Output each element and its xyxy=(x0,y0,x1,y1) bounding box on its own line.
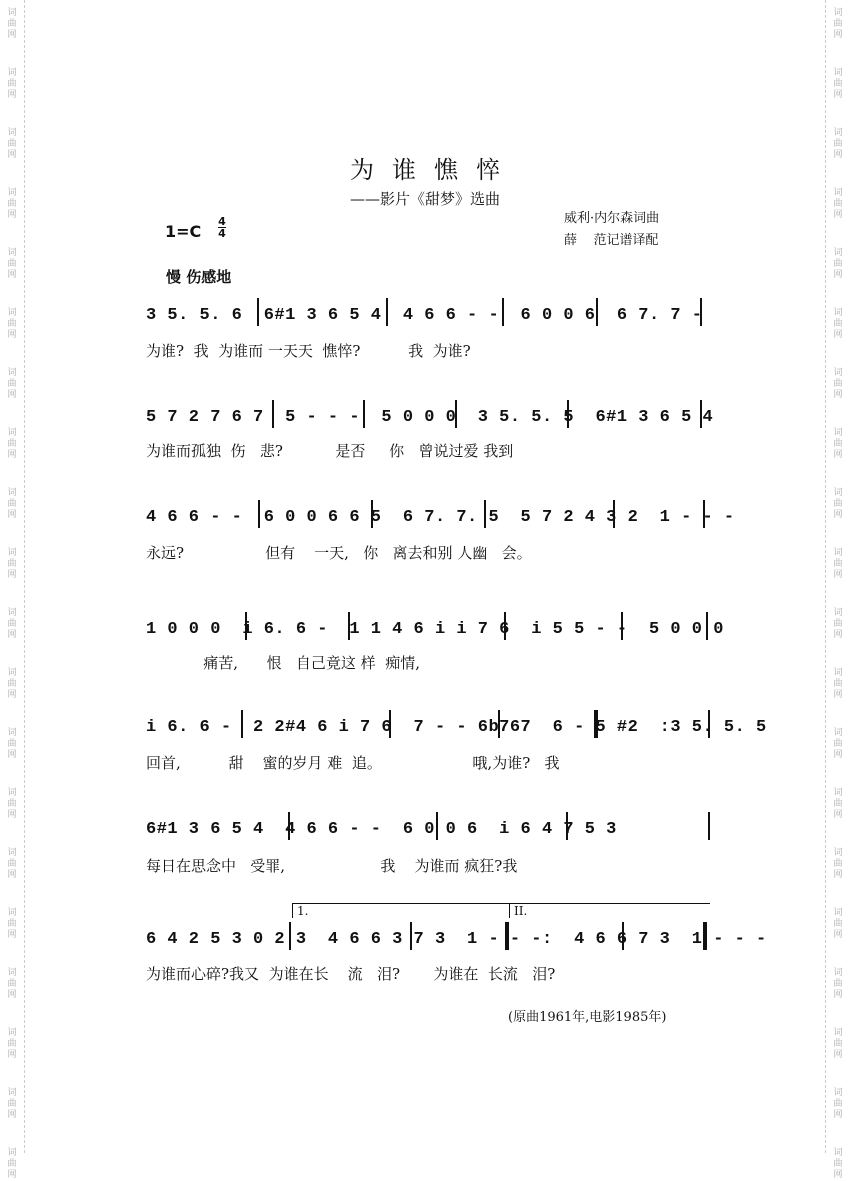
barline xyxy=(567,400,569,428)
watermark-right-10: 词 曲 网 xyxy=(833,608,843,640)
watermark-right-14: 词 曲 网 xyxy=(833,848,843,880)
barline xyxy=(708,710,710,738)
time-signature-bottom: 4 xyxy=(218,227,226,240)
barline xyxy=(288,812,290,840)
notation-row-7: 6 4 2 5 3 0 2 3 4 6 6 3 7 3 1 - - -: 4 6 6 7 3 1 - - - xyxy=(146,930,767,949)
barline xyxy=(484,500,486,528)
barline xyxy=(241,710,243,738)
barline xyxy=(389,710,391,738)
second-ending-bracket: II. xyxy=(509,903,710,918)
barline xyxy=(498,710,500,738)
barline xyxy=(504,612,506,640)
watermark-left-12: 词 曲 网 xyxy=(7,728,17,760)
barline xyxy=(708,812,710,840)
watermark-right-6: 词 曲 网 xyxy=(833,368,843,400)
watermark-right-3: 词 曲 网 xyxy=(833,188,843,220)
notation-row-3: 4 6 6 - - 6 0 0 6 6 5 6 7. 7. 5 5 7 2 4 3 2 1 - - - xyxy=(146,508,735,527)
barline xyxy=(257,298,259,326)
watermark-right-1: 词 曲 网 xyxy=(833,68,843,100)
lyrics-row-6: 每日在思念中 受罪, 我 为谁而 疯狂?我 xyxy=(146,857,518,875)
watermark-left-11: 词 曲 网 xyxy=(7,668,17,700)
watermark-left-14: 词 曲 网 xyxy=(7,848,17,880)
watermark-left-9: 词 曲 网 xyxy=(7,548,17,580)
watermark-right-15: 词 曲 网 xyxy=(833,908,843,940)
lyrics-row-2: 为谁而孤独 伤 悲? 是否 你 曾说过爱 我到 xyxy=(146,442,514,460)
watermark-left-0: 词 曲 网 xyxy=(7,8,17,40)
watermark-left-1: 词 曲 网 xyxy=(7,68,17,100)
watermark-right-7: 词 曲 网 xyxy=(833,428,843,460)
barline xyxy=(289,922,291,950)
barline xyxy=(706,612,708,640)
barline xyxy=(596,298,598,326)
notation-row-5: i 6. 6 - 2 2#4 6 i 7 6 7 - - 6b767 6 - 5 #2 :3 5. 5. 5 xyxy=(146,718,767,737)
watermark-right-0: 词 曲 网 xyxy=(833,8,843,40)
lyrics-row-3: 永远? 但有 一天, 你 离去和别 人幽 会。 xyxy=(146,544,532,562)
barline xyxy=(258,500,260,528)
watermark-left-3: 词 曲 网 xyxy=(7,188,17,220)
watermark-left-2: 词 曲 网 xyxy=(7,128,17,160)
lyrics-row-4: 痛苦, 恨 自己竟这 样 痴情, xyxy=(146,654,420,672)
barline xyxy=(613,500,615,528)
credits xyxy=(564,208,659,252)
watermark-right-9: 词 曲 网 xyxy=(833,548,843,580)
lyrics-row-5: 回首, 甜 蜜的岁月 难 追。 哦,为谁? 我 xyxy=(146,754,560,772)
first-ending-bracket: 1. xyxy=(292,903,509,918)
watermark-left-8: 词 曲 网 xyxy=(7,488,17,520)
notation-row-6: 6#1 3 6 5 4 4 6 6 - - 6 0 0 6 i 6 4 7 5 3 xyxy=(146,820,617,839)
watermark-right-8: 词 曲 网 xyxy=(833,488,843,520)
watermark-right-13: 词 曲 网 xyxy=(833,788,843,820)
time-signature xyxy=(218,216,226,239)
watermark-right-11: 词 曲 网 xyxy=(833,668,843,700)
barline xyxy=(455,400,457,428)
watermark-left-10: 词 曲 网 xyxy=(7,608,17,640)
repeat-start-barline xyxy=(594,710,598,738)
credit-lyrics-music: 威利·内尔森词曲 xyxy=(564,211,660,226)
barline xyxy=(502,298,504,326)
notation-row-1: 3 5. 5. 6 6#1 3 6 5 4 4 6 6 - - 6 0 0 6 6 7. 7 - xyxy=(146,306,703,325)
lyrics-row-1: 为谁? 我 为谁而 一天天 憔悴? 我 为谁? xyxy=(146,342,471,360)
watermark-left-13: 词 曲 网 xyxy=(7,788,17,820)
watermark-left-19: 词 曲 网 xyxy=(7,1148,17,1180)
credit-arrangement: 薛 范记谱译配 xyxy=(564,233,659,248)
barline xyxy=(348,612,350,640)
barline xyxy=(566,812,568,840)
barline xyxy=(622,922,624,950)
watermark-left-17: 词 曲 网 xyxy=(7,1028,17,1060)
barline xyxy=(363,400,365,428)
song-title: 为谁憔悴 xyxy=(350,156,518,184)
watermark-right-12: 词 曲 网 xyxy=(833,728,843,760)
notation-row-2: 5 7 2 7 6 7 5 - - - 5 0 0 0 3 5. 5. 5 6#1 3 6 5 4 xyxy=(146,408,714,427)
barline xyxy=(272,400,274,428)
key-signature: 1=C xyxy=(165,222,202,241)
repeat-end-barline xyxy=(505,922,509,950)
watermark-right-18: 词 曲 网 xyxy=(833,1088,843,1120)
footnote: (原曲1961年,电影1985年) xyxy=(508,1010,667,1025)
barline xyxy=(386,298,388,326)
watermark-right-5: 词 曲 网 xyxy=(833,308,843,340)
watermark-left-18: 词 曲 网 xyxy=(7,1088,17,1120)
barline xyxy=(621,612,623,640)
barline xyxy=(410,922,412,950)
watermark-left-16: 词 曲 网 xyxy=(7,968,17,1000)
song-subtitle: ——影片《甜梦》选曲 xyxy=(349,190,500,208)
notation-row-4: 1 0 0 0 i 6. 6 - 1 1 4 6 i i 7 6 i 5 5 - - 5 0 0 0 xyxy=(146,620,724,639)
barline xyxy=(436,812,438,840)
lyrics-row-7: 为谁而心碎?我又 为谁在长 流 泪? 为谁在 长流 泪? xyxy=(146,965,556,983)
watermark-left-4: 词 曲 网 xyxy=(7,248,17,280)
barline xyxy=(245,612,247,640)
watermark-left-7: 词 曲 网 xyxy=(7,428,17,460)
barline xyxy=(703,500,705,528)
final-barline xyxy=(703,922,707,950)
watermark-right-17: 词 曲 网 xyxy=(833,1028,843,1060)
watermark-left-6: 词 曲 网 xyxy=(7,368,17,400)
watermark-right-4: 词 曲 网 xyxy=(833,248,843,280)
watermark-left-15: 词 曲 网 xyxy=(7,908,17,940)
watermark-left-5: 词 曲 网 xyxy=(7,308,17,340)
watermark-right-16: 词 曲 网 xyxy=(833,968,843,1000)
watermark-right-2: 词 曲 网 xyxy=(833,128,843,160)
time-signature-top: 4 xyxy=(218,215,226,228)
watermark-right-19: 词 曲 网 xyxy=(833,1148,843,1180)
barline xyxy=(371,500,373,528)
tempo-mark: 慢 伤感地 xyxy=(166,268,232,286)
barline xyxy=(700,400,702,428)
barline xyxy=(700,298,702,326)
